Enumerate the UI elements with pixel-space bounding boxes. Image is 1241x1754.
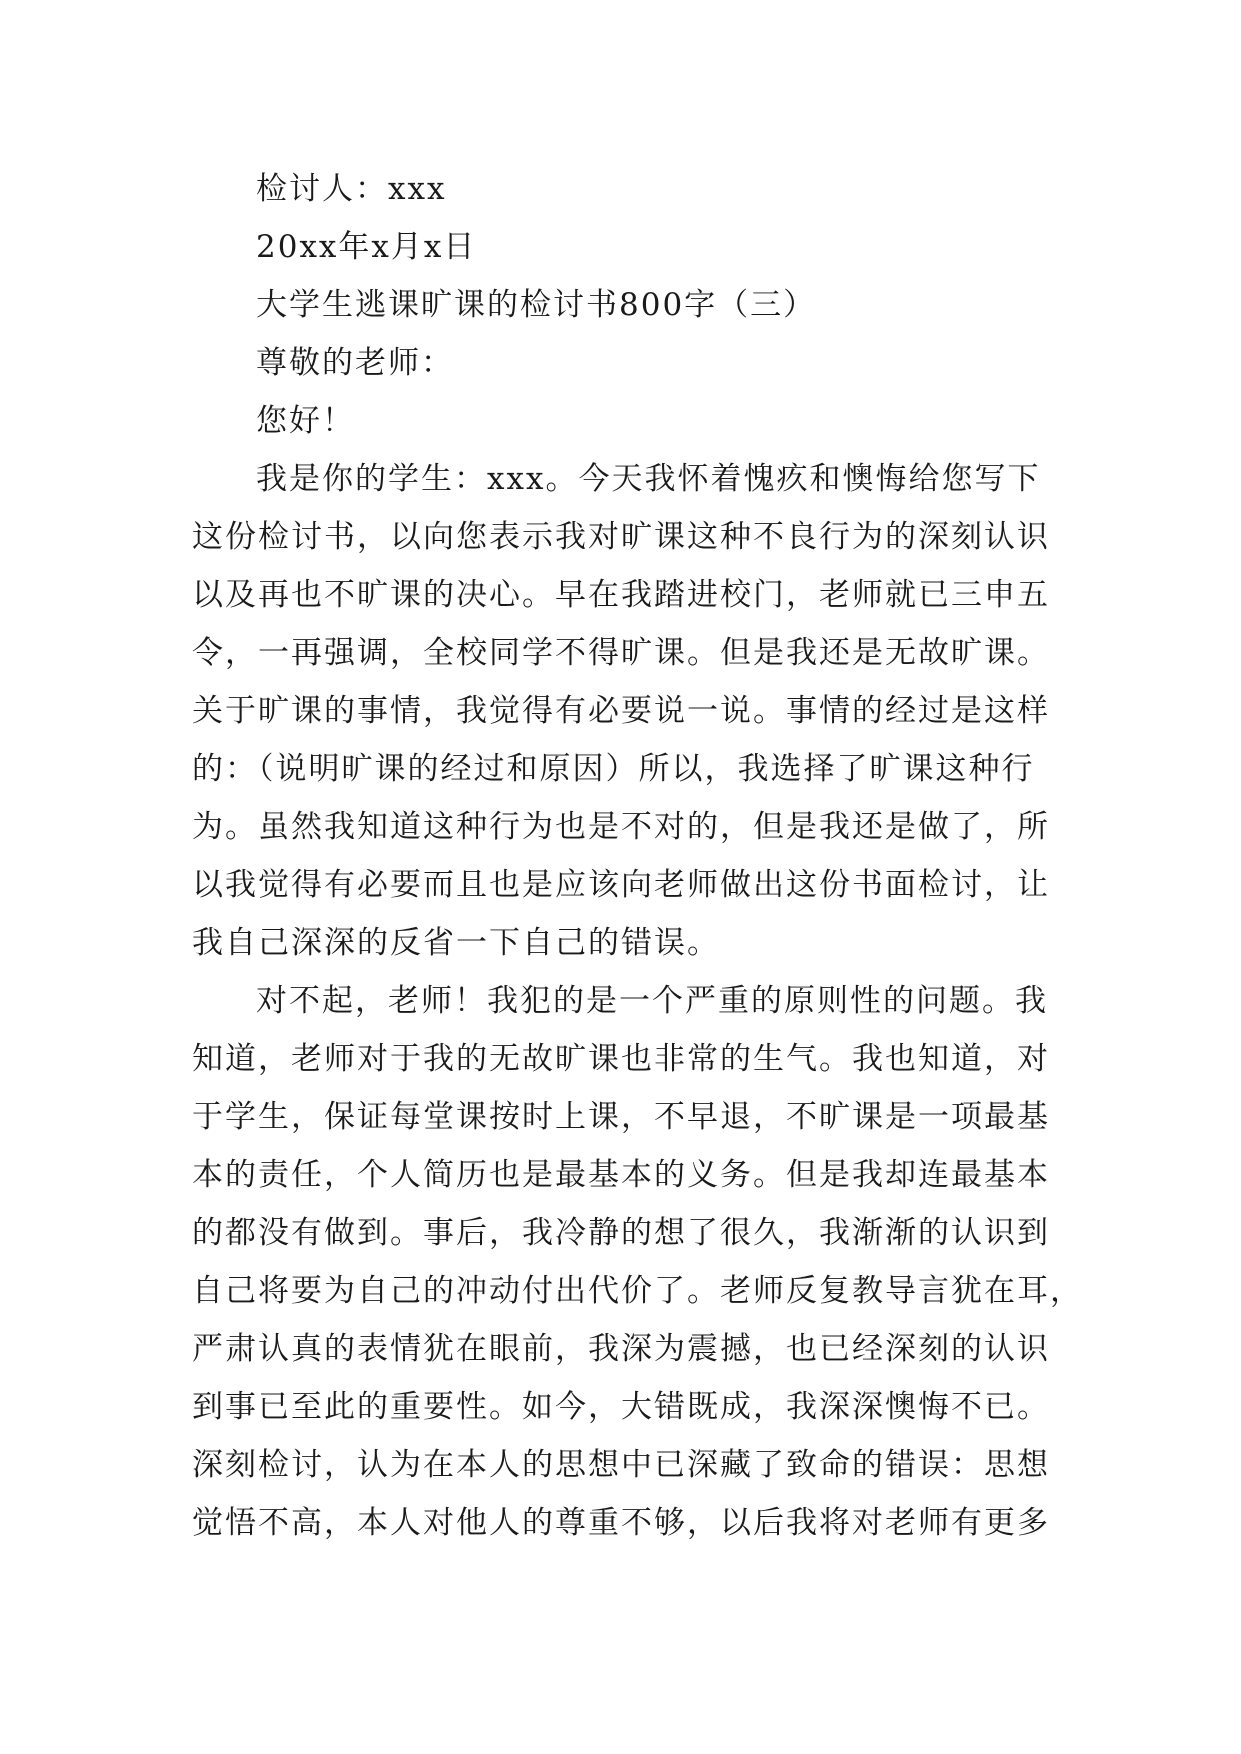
document-heading: 大学生逃课旷课的检讨书800字（三） bbox=[256, 287, 817, 323]
date-line: 20xx年x月x日 bbox=[256, 229, 477, 265]
paragraph-line: 自己将要为自己的冲动付出代价了。老师反复教导言犹在耳， bbox=[192, 1273, 1083, 1309]
paragraph-1 bbox=[192, 450, 1060, 972]
paragraph-line: 于学生，保证每堂课按时上课，不早退，不旷课是一项最基 bbox=[192, 1099, 1050, 1135]
paragraph-line: 到事已至此的重要性。如今，大错既成，我深深懊悔不已。 bbox=[192, 1389, 1050, 1425]
paragraph-line: 觉悟不高，本人对他人的尊重不够，以后我将对老师有更多 bbox=[192, 1505, 1050, 1541]
greeting: 您好！ bbox=[256, 403, 355, 439]
paragraph-line: 我自己深深的反省一下自己的错误。 bbox=[192, 925, 720, 961]
paragraph-line: 这份检讨书，以向您表示我对旷课这种不良行为的深刻认识 bbox=[192, 519, 1050, 555]
paragraph-line: 令，一再强调，全校同学不得旷课。但是我还是无故旷课。 bbox=[192, 635, 1050, 671]
paragraph-line: 的都没有做到。事后，我冷静的想了很久，我渐渐的认识到 bbox=[192, 1215, 1050, 1251]
paragraph-line: 深刻检讨，认为在本人的思想中已深藏了致命的错误：思想 bbox=[192, 1447, 1050, 1483]
paragraph-line: 的：（说明旷课的经过和原因）所以，我选择了旷课这种行 bbox=[192, 751, 1035, 787]
document-body bbox=[192, 160, 1083, 1552]
paragraph-2 bbox=[192, 972, 1083, 1552]
paragraph-line: 以及再也不旷课的决心。早在我踏进校门，老师就已三申五 bbox=[192, 577, 1050, 613]
paragraph-line: 以我觉得有必要而且也是应该向老师做出这份书面检讨，让 bbox=[192, 867, 1050, 903]
paragraph-line: 本的责任，个人简历也是最基本的义务。但是我却连最基本 bbox=[192, 1157, 1050, 1193]
salutation: 尊敬的老师： bbox=[256, 345, 454, 381]
paragraph-line: 对不起，老师！我犯的是一个严重的原则性的问题。我 bbox=[256, 983, 1048, 1019]
paragraph-line: 知道，老师对于我的无故旷课也非常的生气。我也知道，对 bbox=[192, 1041, 1050, 1077]
paragraph-line: 严肃认真的表情犹在眼前，我深为震撼，也已经深刻的认识 bbox=[192, 1331, 1050, 1367]
paragraph-line: 为。虽然我知道这种行为也是不对的，但是我还是做了，所 bbox=[192, 809, 1050, 845]
paragraph-line: 我是你的学生：xxx。今天我怀着愧疚和懊悔给您写下 bbox=[256, 461, 1041, 497]
paragraph-line: 关于旷课的事情，我觉得有必要说一说。事情的经过是这样 bbox=[192, 693, 1050, 729]
signature-line: 检讨人：xxx bbox=[256, 171, 447, 207]
